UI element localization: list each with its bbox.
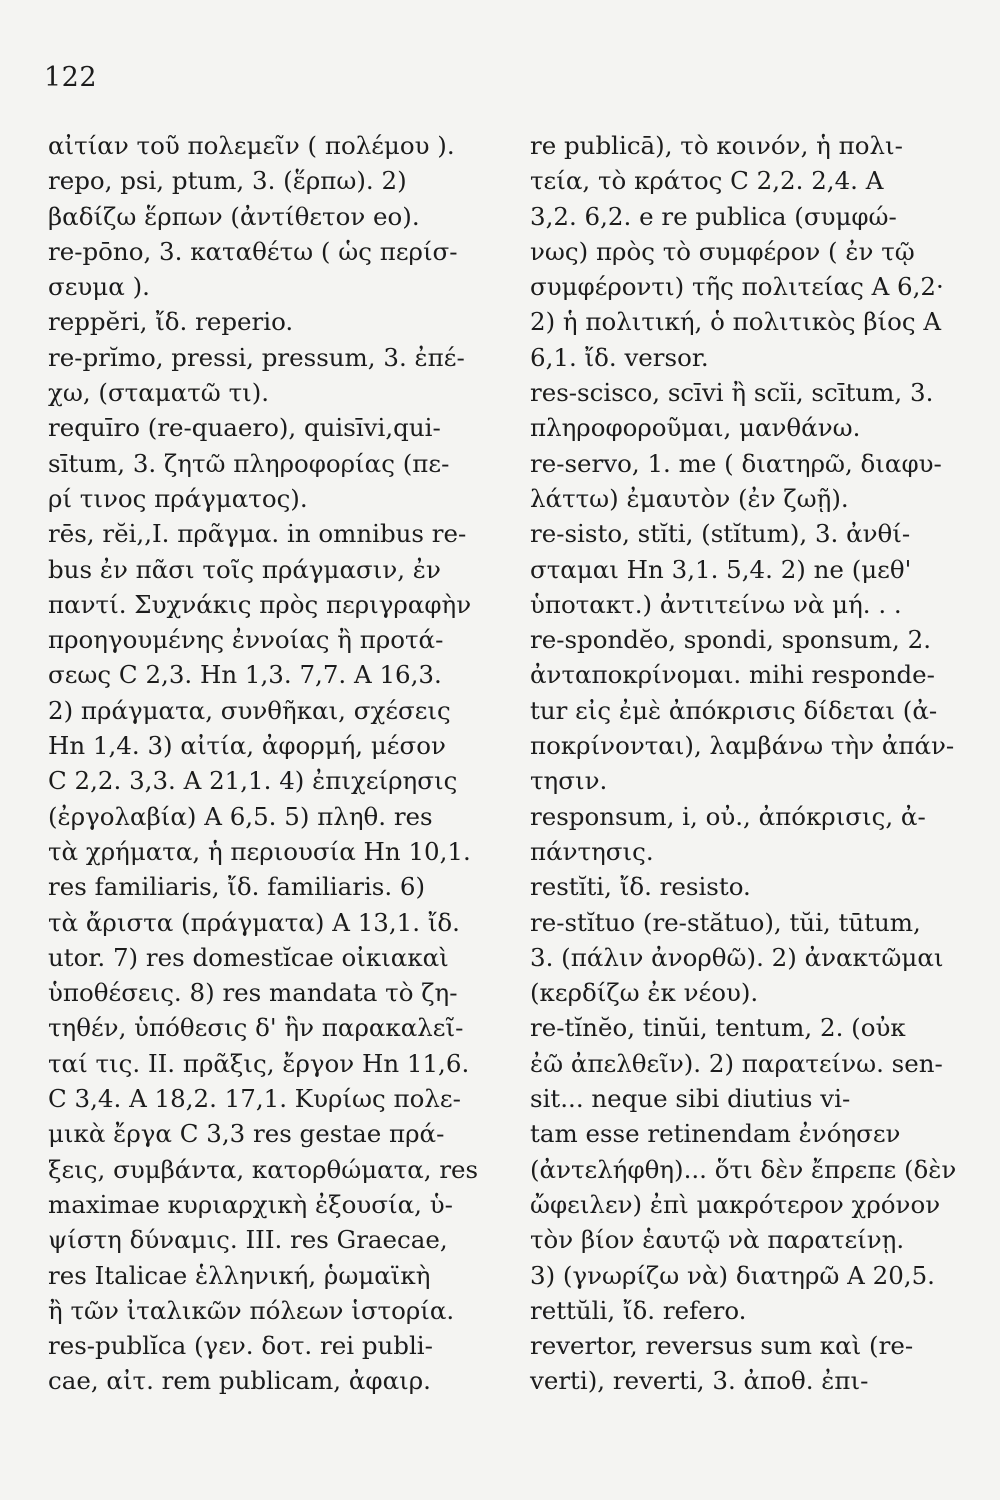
text-line: verti), reverti, 3. ἀποθ. ἐπι-: [530, 1366, 869, 1396]
text-line: ψίστη δύναμις. III. res Graecae,: [48, 1225, 448, 1255]
text-line: τὰ ἄριστα (πράγματα) A 13,1. ἴδ.: [48, 907, 460, 937]
text-line: πληροφοροῦμαι, μανθάνω.: [530, 413, 861, 443]
text-line: ξεις, συμβάντα, κατορθώματα, res: [48, 1154, 479, 1184]
text-line: res familiaris, ἴδ. familiaris. 6): [48, 872, 426, 902]
text-line: re-prĭmo, pressi, pressum, 3. ἐπέ-: [48, 342, 465, 372]
text-line: παντί. Συχνάκις πρὸς περιγραφὴν: [48, 589, 472, 619]
text-line: re-pōno, 3. καταθέτω ( ὡς περίσ-: [48, 236, 458, 266]
text-line: res Italicae ἑλληνική, ῥωμαϊκὴ: [48, 1260, 431, 1290]
text-line: bus ἐν πᾶσι τοῖς πράγμασιν, ἐν: [48, 554, 441, 584]
text-line: ποκρίνονται), λαμβάνω τὴν ἀπάν-: [530, 731, 955, 761]
text-line: 6,1. ἴδ. versor.: [530, 342, 709, 372]
text-line: re-stĭtuo (re-stătuo), tŭi, tūtum,: [530, 907, 921, 937]
text-line: re-servo, 1. me ( διατηρῶ, διαφυ-: [530, 448, 942, 478]
text-line: τὸν βίον ἑαυτῷ νὰ παρατείνῃ.: [530, 1225, 905, 1255]
text-line: (κερδίζω ἐκ νέου).: [530, 978, 759, 1008]
text-line: sītum, 3. ζητῶ πληροφορίας (πε-: [48, 448, 450, 478]
text-line: res-publĭca (γεν. δοτ. rei publi-: [48, 1331, 433, 1361]
text-line: repo, psi, ptum, 3. (ἕρπω). 2): [48, 166, 407, 196]
text-line: (ἀντελήφθη)... ὅτι δὲν ἔπρεπε (δὲν: [530, 1154, 957, 1184]
text-line: re-spondĕo, spondi, sponsum, 2.: [530, 625, 931, 655]
text-line: cae, αἰτ. rem publicam, ἀφαιρ.: [48, 1366, 431, 1396]
text-line: C 2,2. 3,3. A 21,1. 4) ἐπιχείρησις: [48, 766, 458, 796]
text-line: C 3,4. A 18,2. 17,1. Κυρίως πολε-: [48, 1084, 461, 1114]
text-line: μικὰ ἔργα C 3,3 res gestae πρά-: [48, 1119, 445, 1149]
text-line: reppĕri, ἴδ. reperio.: [48, 307, 294, 337]
text-line: restĭti, ἴδ. resisto.: [530, 872, 751, 902]
text-line: ὤφειλεν) ἐπὶ μακρότερον χρόνον: [530, 1189, 941, 1219]
text-line: responsum, i, οὐ., ἀπόκρισις, ἀ-: [530, 801, 926, 831]
text-line: re-tĭnĕo, tinŭi, tentum, 2. (οὐκ: [530, 1013, 906, 1043]
right-column: [530, 128, 970, 1399]
text-line: requīro (re-quaero), quisīvi,qui-: [48, 413, 441, 443]
text-line: rēs, rĕi,,I. πρᾶγμα. in omnibus re-: [48, 519, 467, 549]
text-line: πάντησις.: [530, 836, 654, 866]
text-line: σευμα ).: [48, 272, 150, 302]
text-line: sit... neque sibi diutius vi-: [530, 1084, 851, 1114]
text-line: maximae κυριαρχικὴ ἐξουσία, ὑ-: [48, 1189, 453, 1219]
text-line: ἐῶ ἀπελθεῖν). 2) παρατείνω. sen-: [530, 1048, 943, 1078]
text-line: νως) πρὸς τὸ συμφέρον ( ἐν τῷ: [530, 236, 915, 266]
text-line: ὑποθέσεις. 8) res mandata τὸ ζη-: [48, 978, 458, 1008]
text-line: ἢ τῶν ἰταλικῶν πόλεων ἱστορία.: [48, 1295, 455, 1325]
text-line: 3,2. 6,2. e re publica (συμφώ-: [530, 201, 897, 231]
text-line: τηθέν, ὑπόθεσις δ' ἣν παρακαλεῖ-: [48, 1013, 464, 1043]
text-line: τησιν.: [530, 766, 608, 796]
text-line: 2) ἡ πολιτική, ὁ πολιτικὸς βίος A: [530, 307, 942, 337]
page-number: 122: [44, 62, 98, 93]
text-line: ὑποτακτ.) ἀντιτείνω νὰ μή. . .: [530, 589, 902, 619]
text-line: res-scisco, scīvi ἢ scĭi, scītum, 3.: [530, 378, 934, 408]
text-line: 2) πράγματα, συνθῆκαι, σχέσεις: [48, 695, 451, 725]
text-line: re publicā), τὸ κοινόν, ἡ πολι-: [530, 131, 903, 160]
text-line: τεία, τὸ κράτος C 2,2. 2,4. A: [530, 166, 884, 196]
text-line: ταί τις. II. πρᾶξις, ἔργον Hn 11,6.: [48, 1048, 470, 1078]
text-line: (ἐργολαβία) A 6,5. 5) πληθ. res: [48, 801, 433, 831]
text-line: σεως C 2,3. Hn 1,3. 7,7. A 16,3.: [48, 660, 442, 690]
text-line: ἀνταποκρίνομαι. mihi responde-: [530, 660, 935, 690]
text-line: tam esse retinendam ἐνόησεν: [530, 1119, 901, 1149]
text-line: σταμαι Hn 3,1. 5,4. 2) ne (μεθ': [530, 554, 912, 584]
text-line: utor. 7) res domestĭcae οἰκιακαὶ: [48, 942, 449, 972]
text-line: ρί τινος πράγματος).: [48, 483, 308, 513]
text-line: τὰ χρήματα, ἡ περιουσία Hn 10,1.: [48, 836, 471, 866]
text-line: revertor, reversus sum καὶ (re-: [530, 1331, 914, 1361]
text-line: αἰτίαν τοῦ πολεμεῖν ( πολέμου ).: [48, 131, 455, 160]
text-line: συμφέροντι) τῆς πολιτείας A 6,2·: [530, 272, 944, 302]
text-line: re-sisto, stĭti, (stĭtum), 3. ἀνθί-: [530, 519, 911, 549]
text-line: προηγουμένης ἐννοίας ἢ προτά-: [48, 625, 444, 655]
text-line: χω, (σταματῶ τι).: [48, 378, 270, 408]
text-line: λάττω) ἐμαυτὸν (ἐν ζωῇ).: [530, 483, 849, 513]
text-line: rettŭli, ἴδ. refero.: [530, 1295, 747, 1325]
left-column: [48, 128, 500, 1399]
text-line: βαδίζω ἕρπων (ἀντίθετον eo).: [48, 201, 420, 231]
text-line: Hn 1,4. 3) αἰτία, ἀφορμή, μέσον: [48, 731, 446, 761]
text-line: tur εἰς ἐμὲ ἀπόκρισις δίδεται (ἀ-: [530, 695, 938, 725]
text-line: 3) (γνωρίζω νὰ) διατηρῶ A 20,5.: [530, 1260, 935, 1290]
text-line: 3. (πάλιν ἀνορθῶ). 2) ἀνακτῶμαι: [530, 942, 944, 972]
